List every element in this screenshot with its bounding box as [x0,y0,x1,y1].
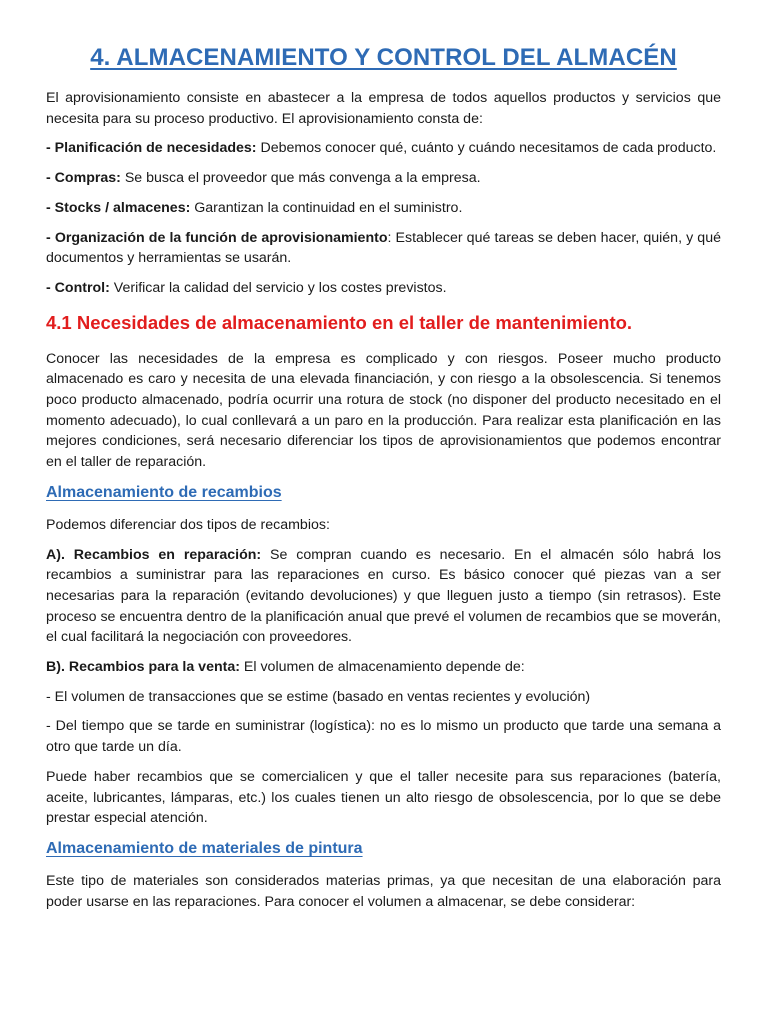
recambios-closing-paragraph: Puede haber recambios que se comercialicen y que el taller necesite para sus reparaciones (batería, aceite, lubricantes, lámparas, etc.) los cuales tienen un alto riesgo de obsolescencia, por lo que se debe prestar especial atención. [46,768,721,827]
list-item-compras [46,168,721,189]
item-label: - Control: [46,279,110,296]
item-text: : Establecer qué tareas se deben hacer, quién, y qué documentos y herramientas se usarán. [46,229,721,267]
list-item-organizacion [46,228,721,269]
recambios-venta-point-2: - Del tiempo que se tarde en suministrar (logística): no es lo mismo un producto que tarde una semana a otro que tarde un día. [46,718,721,756]
page-title: 4. ALMACENAMIENTO Y CONTROL DEL ALMACÉN [90,44,677,71]
recambios-venta-point-1: - El volumen de transacciones que se estime (basado en ventas recientes y evolución) [46,688,591,705]
item-label: - Planificación de necesidades: [46,140,257,157]
item-text: Garantizan la continuidad en el suministro. [190,199,463,216]
section-heading-4-1: 4.1 Necesidades de almacenamiento en el taller de mantenimiento. [46,311,633,333]
recambios-b-text: El volumen de almacenamiento depende de: [239,659,525,676]
recambios-a-text: Se compran cuando es necesario. En el almacén sólo habrá los recambios a suministrar para las reparaciones en curso. Es básico conocer qué piezas van a ser necesarias para la reparación (evitando devoluciones) y que lleguen justo a tiempo (sin retrasos). Este proceso se encuentra dentro de la planificación anual que prevé el volumen de recambios que se moverán, el cual facilitará la negociación con proveedores. [46,546,721,646]
list-item-planificacion [46,138,721,159]
intro-paragraph: El aprovisionamiento consiste en abastecer a la empresa de todos aquellos productos y servicios que necesita para su proceso productivo. El aprovisionamiento consta de: [46,90,721,127]
recambios-reparacion-paragraph [46,545,721,649]
item-label: - Compras: [46,170,121,187]
subheading-recambios: Almacenamiento de recambios [46,483,282,501]
section-4-1-paragraph: Conocer las necesidades de la empresa es complicado y con riesgos. Poseer mucho producto almacenado es caro y necesita de una elevada financiación, y con riesgo a la obsolescencia. Si tenemos poco producto almacenado, podría ocurrir una rotura de stock (no disponer del producto necesitado en el momento adecuado), lo cual conllevará a un paro en la producción. Para realizar esta planificación en las mejores condiciones, será necesario diferenciar los tipos de aprovisionamientos que podemos encontrar en el taller de reparación. [46,350,721,471]
item-text: Verificar la calidad del servicio y los costes previstos. [109,279,447,296]
recambios-a-label: A). Recambios en reparación: [46,546,262,563]
recambios-b-label: B). Recambios para la venta: [46,659,240,676]
list-item-stocks [46,198,721,219]
list-item-control [46,278,721,299]
pintura-paragraph: Este tipo de materiales son considerados materias primas, ya que necesitan de una elaboración para poder usarse en las reparaciones. Para conocer el volumen a almacenar, se debe considerar: [46,872,721,910]
recambios-venta-paragraph [46,657,721,678]
subheading-pintura: Almacenamiento de materiales de pintura [46,839,363,857]
item-label: - Stocks / almacenes: [46,199,191,216]
item-text: Se busca el proveedor que más convenga a la empresa. [120,170,481,187]
item-text: Debemos conocer qué, cuánto y cuándo necesitamos de cada producto. [256,140,717,157]
recambios-intro: Podemos diferenciar dos tipos de recambios: [46,516,330,533]
item-label: - Organización de la función de aprovisionamiento [46,229,388,246]
